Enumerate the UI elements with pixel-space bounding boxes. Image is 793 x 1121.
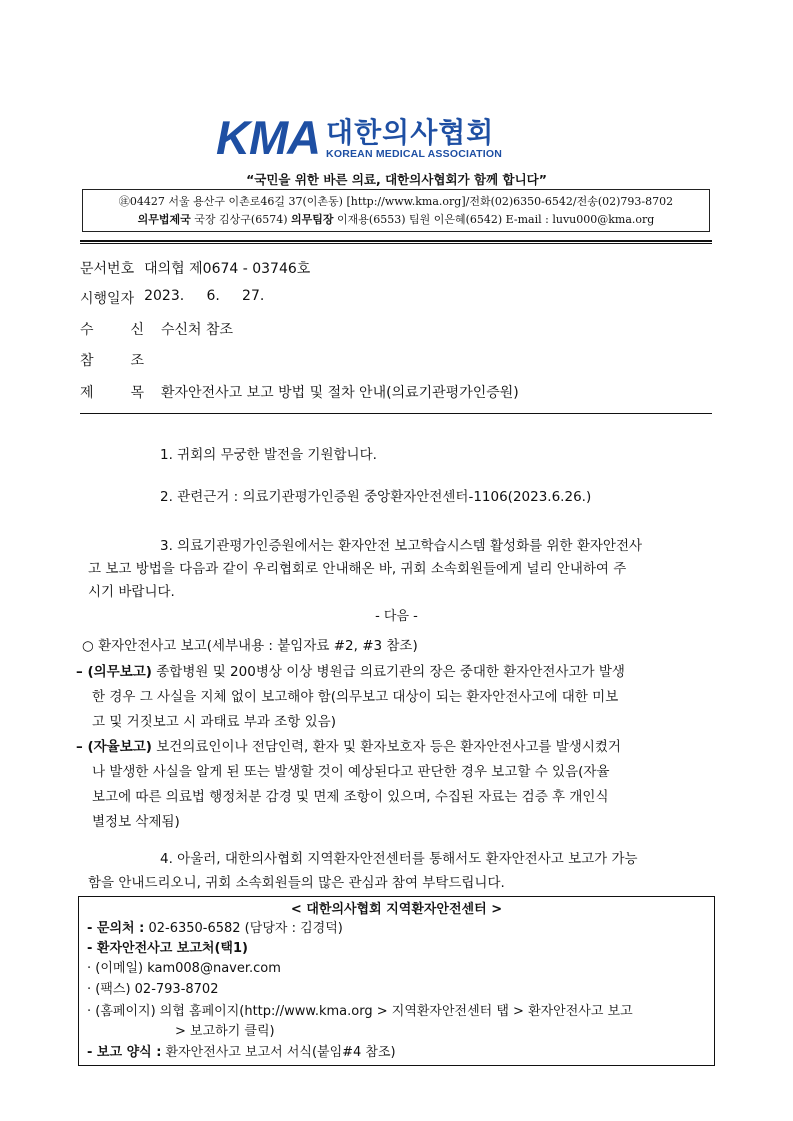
contact-staff [83,211,709,229]
doc-number-label: 문서번호 [80,261,135,277]
logo-kma-text: KMA [216,111,321,164]
voluntary-report-line-4: 별정보 삭제됨) [92,814,180,830]
dept-text: 국장 김상구(6574) [190,213,292,226]
logo-english-name: KOREAN MEDICAL ASSOCIATION [326,148,502,160]
contact-address: ㊟04427 서울 용산구 이촌로46길 37(이촌동) [http://www.kma.org]/전화(02)6350-6542/전송(02)793-8702 [118,195,674,208]
divider-top [80,240,712,242]
team-label: 의무팀장 [291,213,334,226]
report-form-label: - 보고 양식 : [87,1045,162,1060]
team-text: 이재용(6553) 팀원 이은혜(6542) E-mail : luvu000@kma.org [333,213,655,226]
subject-row [80,382,519,402]
voluntary-label: (자율보고) [87,739,152,755]
date-value: 2023. 6. 27. [144,288,265,304]
reference-label: 참 조 [80,353,144,369]
paragraph-1: 1. 귀회의 무궁한 발전을 기원합니다. [160,447,377,463]
subject-value: 환자안전사고 보고 방법 및 절차 안내(의료기관평가인증원) [161,385,519,401]
doc-number-row [80,258,310,278]
mandatory-report-line-3: 고 및 거짓보고 시 과태료 부과 조항 있음) [92,714,336,730]
report-form-text: 환자안전사고 보고서 서식(붙임#4 참조) [161,1045,396,1060]
next-marker: - 다음 - [375,609,418,624]
voluntary-report-line-1: – (자율보고) 보건의료인이나 전담인력, 환자 및 환자보호자 등은 환자안전사고를 발생시켰거 [76,739,621,755]
paragraph-3-line-2: 고 보고 방법을 다음과 같이 우리협회로 안내해온 바, 귀회 소속회원들에게 널리 안내하여 주 [88,561,627,577]
inquiry-line [87,918,343,940]
date-label: 시행일자 [80,291,135,307]
paragraph-3-line-3: 시기 바랍니다. [88,584,175,600]
report-web-line-1: · (홈페이지) 의협 홈페이지(http://www.kma.org > 지역환자안전센터 탭 > 환자안전사고 보고 [87,1004,633,1019]
report-fax: · (팩스) 02-793-8702 [87,982,219,997]
contact-box [82,189,710,232]
report-destination-label: - 환자안전사고 보고처(택1) [87,941,248,956]
recipient-row [80,319,233,339]
voluntary-report-line-2: 나 발생한 사실을 알게 된 또는 발생할 것이 예상된다고 판단한 경우 보고할 수 있음(자율 [92,764,610,780]
doc-number: 대의협 제0674 - 03746호 [144,261,311,277]
safety-center-box [78,896,715,1066]
mandatory-report-line-1: – (의무보고) 종합병원 및 200병상 이상 병원급 의료기관의 장은 중대한 환자안전사고가 발생 [76,664,625,680]
dept-label: 의무법제국 [137,213,191,226]
logo-korean-name: 대한의사협회 [326,116,495,149]
box-title: < 대한의사협회 지역환자안전센터 > [290,902,503,917]
circle-item: ○ 환자안전사고 보고(세부내용 : 붙임자료 #2, #3 참조) [82,638,418,654]
inquiry-phone: 02-6350-6582 (담당자 : 김경덕) [144,921,343,936]
paragraph-2: 2. 관련근거 : 의료기관평가인증원 중앙환자안전센터-1106(2023.6.26.) [160,489,592,505]
paragraph-4-line-1: 4. 아울러, 대한의사협회 지역환자안전센터를 통해서도 환자안전사고 보고가 가능 [160,851,638,867]
kma-logo [216,111,502,164]
report-form-line [87,1042,396,1064]
divider-top-thin [80,243,712,244]
slogan: “국민을 위한 바른 의료, 대한의사협회가 함께 합니다” [246,172,547,187]
voluntary-report-line-3: 보고에 따른 의료법 행정처분 감경 및 면제 조항이 있으며, 수집된 자료는 검증 후 개인식 [92,789,609,805]
mandatory-label: (의무보고) [87,664,152,680]
inquiry-label: - 문의처 : [87,921,145,936]
paragraph-3-line-1: 3. 의료기관평가인증원에서는 환자안전 보고학습시스템 활성화를 위한 환자안전사 [160,538,643,554]
report-email: · (이메일) kam008@naver.com [87,961,281,976]
recipient-value: 수신처 참조 [161,322,234,338]
date-row [80,288,264,308]
mandatory-report-line-2: 한 경우 그 사실을 지체 없이 보고해야 함(의무보고 대상이 되는 환자안전사고에 대한 미보 [92,689,619,705]
divider-header [80,413,712,414]
report-web-line-2: > 보고하기 클릭) [175,1024,275,1039]
reference-row [80,350,161,370]
subject-label: 제 목 [80,385,144,401]
paragraph-4-line-2: 함을 안내드리오니, 귀회 소속회원들의 많은 관심과 참여 부탁드립니다. [88,875,505,891]
recipient-label: 수 신 [80,322,144,338]
